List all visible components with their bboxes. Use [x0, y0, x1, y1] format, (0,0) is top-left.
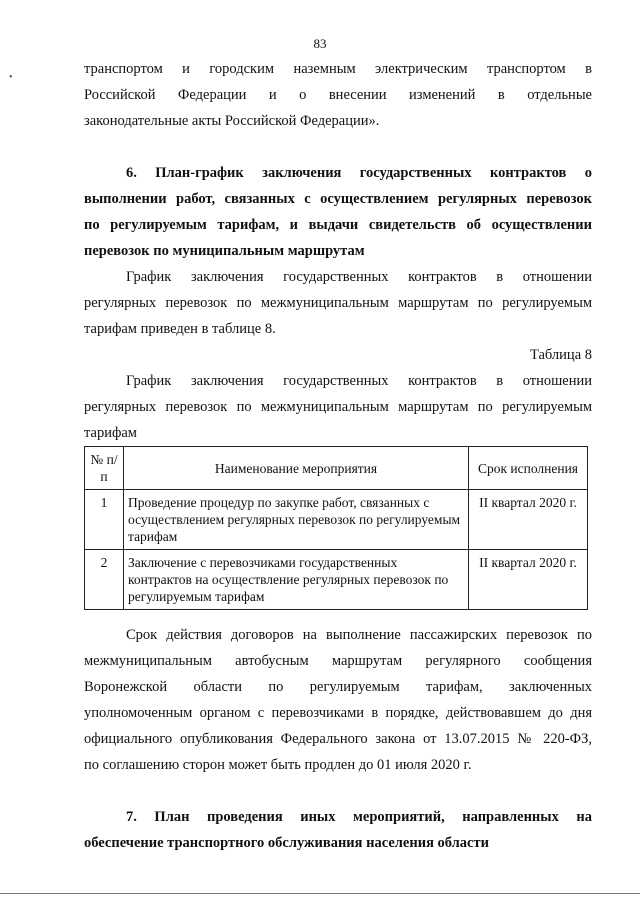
- caption-line: тарифам: [84, 425, 137, 441]
- row-term: II квартал 2020 г.: [469, 490, 588, 550]
- text-line: законодательные акты Российской Федерации».: [84, 113, 380, 129]
- text-line: транспортом и городским наземным электрическим транспортом в: [84, 61, 592, 77]
- text-line: межмуниципальным автобусным маршрутам регулярного сообщения: [84, 653, 592, 669]
- header-name: Наименование мероприятия: [124, 447, 469, 490]
- intro-paragraph: [84, 56, 592, 134]
- table-label: Таблица 8: [529, 347, 592, 363]
- text-line: тарифам приведен в таблице 8.: [84, 321, 276, 337]
- header-term: Срок исполнения: [469, 447, 588, 490]
- table-row: [85, 490, 588, 550]
- caption-line: График заключения государственных контрактов в отношении: [126, 373, 592, 389]
- row-number: 2: [85, 550, 124, 610]
- heading-line: выполнении работ, связанных с осуществлением регулярных перевозок: [84, 191, 592, 207]
- row-number: 1: [85, 490, 124, 550]
- schedule-table: [84, 446, 588, 610]
- heading-line: перевозок по муниципальным маршрутам: [84, 243, 365, 259]
- header-number: № п/п: [85, 447, 124, 490]
- table-header-row: [85, 447, 588, 490]
- heading-line: 6. План-график заключения государственных контрактов о: [126, 165, 592, 181]
- text-line: Срок действия договоров на выполнение пассажирских перевозок по: [126, 627, 592, 643]
- row-term: II квартал 2020 г.: [469, 550, 588, 610]
- text-line: Воронежской области по регулируемым тарифам, заключенных: [84, 679, 592, 695]
- row-name: Проведение процедур по закупке работ, связанных с осуществлением регулярных перевозок по регулируемым тарифам: [124, 490, 469, 550]
- text-line: Российской Федерации и о внесении изменений в отдельные: [84, 87, 592, 103]
- section-7-heading: [84, 804, 592, 856]
- text-line: официального опубликования Федерального закона от 13.07.2015 № 220-ФЗ,: [84, 731, 592, 747]
- text-line: по соглашению сторон может быть продлен до 01 июля 2020 г.: [84, 757, 472, 773]
- section-6-paragraph: [84, 264, 592, 342]
- section-6-heading: [84, 160, 592, 264]
- margin-mark: •: [9, 72, 13, 83]
- footer-rule: [0, 893, 640, 894]
- heading-line: 7. План проведения иных мероприятий, направленных на: [126, 809, 592, 825]
- text-line: уполномоченным органом с перевозчиками в порядке, действовавшем до дня: [84, 705, 592, 721]
- text-line: регулярных перевозок по межмуниципальным маршрутам по регулируемым: [84, 295, 592, 311]
- heading-line: по регулируемым тарифам, и выдачи свидетельств об осуществлении: [84, 217, 592, 233]
- row-name: Заключение с перевозчиками государственных контрактов на осуществление регулярных перевозок по регулируемым тарифам: [124, 550, 469, 610]
- caption-line: регулярных перевозок по межмуниципальным маршрутам по регулируемым: [84, 399, 592, 415]
- heading-line: обеспечение транспортного обслуживания населения области: [84, 835, 489, 851]
- page-number: 83: [313, 36, 327, 51]
- table-row: [85, 550, 588, 610]
- table-caption: [84, 368, 592, 446]
- text-line: График заключения государственных контрактов в отношении: [126, 269, 592, 285]
- after-table-paragraph: [84, 622, 592, 778]
